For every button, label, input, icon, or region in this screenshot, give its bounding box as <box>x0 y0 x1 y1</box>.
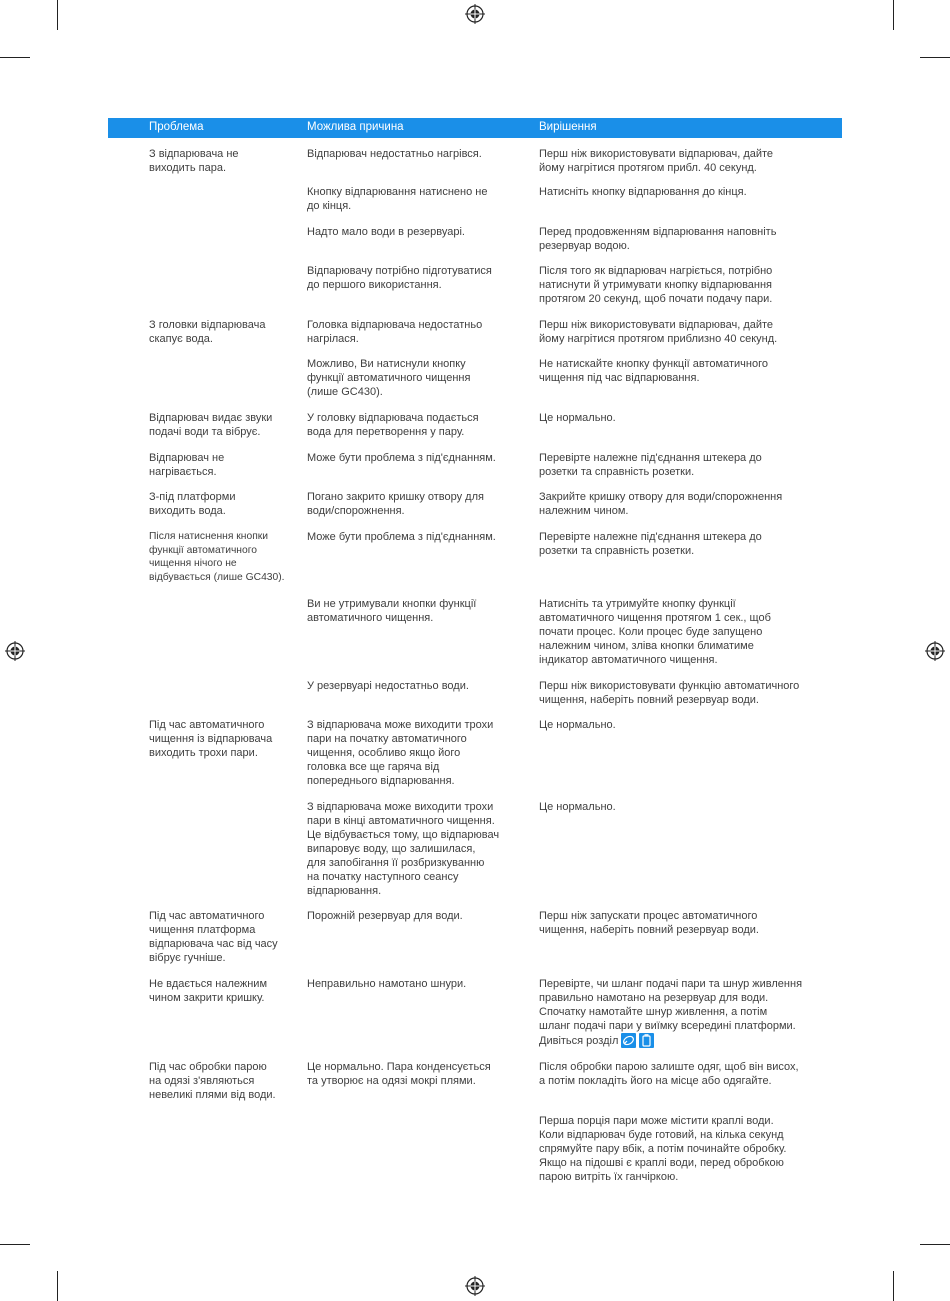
cause-cell: Може бути проблема з під'єднанням. <box>307 531 496 543</box>
solution-text: Перевірте, чи шланг подачі пари та шнур живлення правильно намотано на резервуар для води. Спочатку намотайте шнур живлення, а потім шланг подачі пари у виїмку всередині платформи. Дивіться розділ <box>539 978 803 1047</box>
crop-mark <box>57 0 58 30</box>
water-tank-icon <box>639 1033 654 1048</box>
cord-wrap-icon <box>621 1033 636 1048</box>
solution-cell: Це нормально. <box>539 719 616 731</box>
problem-cell: Під час обробки парою на одязі з'являються невеликі плями від води. <box>149 1061 276 1101</box>
header-solution: Вирішення <box>539 121 597 133</box>
solution-cell: Перш ніж використовувати відпарювач, дайте йому нагрітися протягом прибл. 40 секунд. <box>539 148 774 174</box>
registration-mark-icon <box>465 4 485 24</box>
solution-cell: Перед продовженням відпарювання наповніть резервуар водою. <box>539 226 777 252</box>
registration-mark-icon <box>5 641 25 661</box>
cause-cell: У резервуарі недостатньо води. <box>307 680 469 692</box>
crop-mark <box>0 57 30 58</box>
header-cause: Можлива причина <box>307 121 404 133</box>
cause-cell: Порожній резервуар для води. <box>307 910 463 922</box>
cause-cell: Відпарювач недостатньо нагрівся. <box>307 148 482 160</box>
problem-cell: Після натиснення кнопки функції автоматичного чищення нічого не відбувається (лише GC430). <box>149 531 285 583</box>
problem-cell: З-під платформи виходить вода. <box>149 491 236 517</box>
crop-mark <box>893 0 894 30</box>
solution-cell: Закрийте кришку отвору для води/спорожнення належним чином. <box>539 491 783 517</box>
solution-cell: Перша порція пари може містити краплі води. Коли відпарювач буде готовий, на кілька секунд спрямуйте пару вбік, а потім починайте обробку. Якщо на підошві є краплі води, перед обробкою парою витріть їх ганчіркою. <box>539 1115 787 1183</box>
header-problem: Проблема <box>149 121 204 133</box>
solution-cell <box>539 977 802 1048</box>
solution-cell: Натисніть кнопку відпарювання до кінця. <box>539 186 747 198</box>
cause-cell: Можливо, Ви натиснули кнопку функції автоматичного чищення (лише GC430). <box>307 358 471 398</box>
problem-cell: Відпарювач не нагрівається. <box>149 452 225 478</box>
solution-cell: Перш ніж використовувати відпарювач, дайте йому нагрітися протягом приблизно 40 секунд. <box>539 319 778 345</box>
solution-cell: Це нормально. <box>539 412 616 424</box>
cause-cell: Кнопку відпарювання натиснено не до кінця. <box>307 186 488 212</box>
solution-cell: Перш ніж використовувати функцію автоматичного чищення, наберіть повний резервуар води. <box>539 680 800 706</box>
solution-cell: Натисніть та утримуйте кнопку функції автоматичного чищення протягом 1 сек., щоб почати процес. Коли процес буде запущено належним чином, зліва кнопки блиматиме індикатор автоматичного чищення. <box>539 598 771 666</box>
solution-cell: Перш ніж запускати процес автоматичного чищення, наберіть повний резервуар води. <box>539 910 759 936</box>
problem-cell: Не вдається належним чином закрити кришку. <box>149 978 268 1004</box>
crop-mark <box>920 1244 950 1245</box>
problem-cell: З головки відпарювача скапує вода. <box>149 319 266 345</box>
solution-cell: Перевірте належне під'єднання штекера до розетки та справність розетки. <box>539 452 762 478</box>
solution-cell: Перевірте належне під'єднання штекера до розетки та справність розетки. <box>539 531 762 557</box>
solution-cell: Після обробки парою залиште одяг, щоб він висох, а потім покладіть його на місце або одягайте. <box>539 1061 799 1087</box>
registration-mark-icon <box>925 641 945 661</box>
cause-cell: Може бути проблема з під'єднанням. <box>307 452 496 464</box>
registration-mark-icon <box>465 1276 485 1296</box>
cause-cell: Неправильно намотано шнури. <box>307 978 467 990</box>
cause-cell: З відпарювача може виходити трохи пари в кінці автоматичного чищення. Це відбувається тому, що відпарювач випаровує воду, що залишилася, для запобігання її розбризкуванню на початку наступного сеансу відпарювання. <box>307 801 500 897</box>
crop-mark <box>920 57 950 58</box>
cause-cell: Відпарювачу потрібно підготуватися до першого використання. <box>307 265 492 291</box>
cause-cell: Це нормально. Пара конденсується та утворює на одязі мокрі плями. <box>307 1061 491 1087</box>
cause-cell: Ви не утримували кнопки функції автоматичного чищення. <box>307 598 477 624</box>
problem-cell: Під час автоматичного чищення платформа відпарювача час від часу вібрує гучніше. <box>149 910 278 964</box>
cause-cell: Головка відпарювача недостатньо нагрілася. <box>307 319 483 345</box>
cause-cell: У головку відпарювача подається вода для перетворення у пару. <box>307 412 479 438</box>
solution-cell: Це нормально. <box>539 801 616 813</box>
problem-cell: Відпарювач видає звуки подачі води та вібрує. <box>149 412 273 438</box>
solution-cell: Після того як відпарювач нагріється, потрібно натиснути й утримувати кнопку відпарювання протягом 20 секунд, щоб почати подачу пари. <box>539 265 773 305</box>
solution-cell: Не натискайте кнопку функції автоматичного чищення під час відпарювання. <box>539 358 768 384</box>
problem-cell: Під час автоматичного чищення із відпарювача виходить трохи пари. <box>149 719 273 759</box>
crop-mark <box>0 1244 30 1245</box>
cause-cell: З відпарювача може виходити трохи пари на початку автоматичного чищення, особливо якщо його головка все ще гаряча від попереднього відпарювання. <box>307 719 494 787</box>
crop-mark <box>893 1271 894 1301</box>
problem-cell: З відпарювача не виходить пара. <box>149 148 239 174</box>
table-header <box>108 118 842 138</box>
crop-mark <box>57 1271 58 1301</box>
cause-cell: Надто мало води в резервуарі. <box>307 226 465 238</box>
cause-cell: Погано закрито кришку отвору для води/спорожнення. <box>307 491 484 517</box>
